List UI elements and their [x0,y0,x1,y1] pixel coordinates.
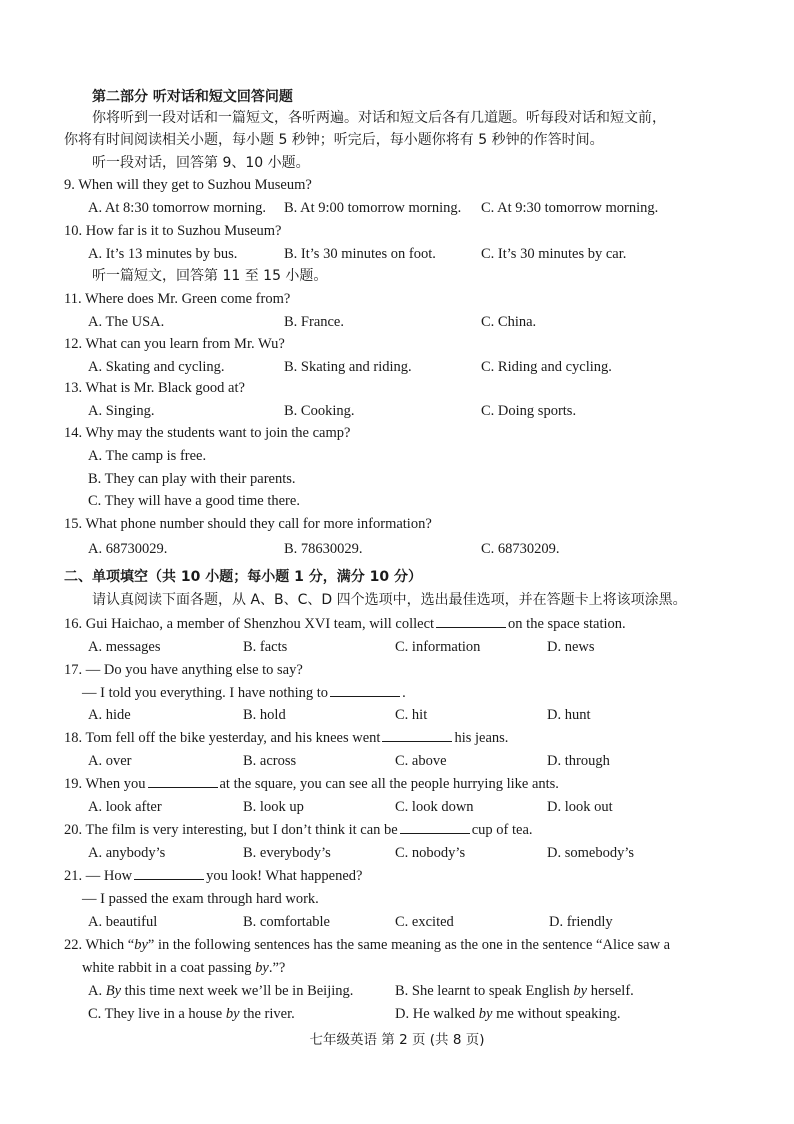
q20-option-c: C. nobody’s [395,845,466,861]
q18-stem-pre: 18. Tom fell off the bike yesterday, and his knees went [64,730,381,746]
q19-option-b: B. look up [243,799,304,815]
q21-line1-pre: 21. — How [64,868,133,884]
q14-option-b: B. They can play with their parents. [88,471,296,487]
q16-stem-pre: 16. Gui Haichao, a member of Shenzhou XVI team, will collect [64,616,435,632]
q20-option-a: A. anybody’s [88,845,166,861]
q19-option-d: D. look out [547,799,613,815]
q11-stem: 11. Where does Mr. Green come from? [64,291,291,307]
q22-option-c [88,1004,295,1024]
q17-line2-pre: — I told you everything. I have nothing to [82,685,329,701]
q16-option-b: B. facts [243,639,288,655]
q22-option-a [88,981,353,1001]
q17-blank [330,684,400,697]
q18-blank [382,729,452,742]
q17-line2 [82,683,406,703]
page-footer: 七年级英语 第 2 页 (共 8 页) [309,1032,485,1048]
q17-option-b: B. hold [243,707,286,723]
q22-d-italic-by: by [478,1006,493,1022]
q12-option-b: B. Skating and riding. [284,359,412,375]
q10-option-b: B. It’s 30 minutes on foot. [284,246,436,262]
q17-option-d: D. hunt [547,707,591,723]
q21-option-b: B. comfortable [243,914,330,930]
q15-option-b: B. 78630029. [284,541,363,557]
q14-option-a: A. The camp is free. [88,448,207,464]
q21-line2: — I passed the exam through hard work. [82,891,319,907]
q11-option-c: C. China. [481,314,537,330]
q9-option-a: A. At 8:30 tomorrow morning. [88,200,267,216]
q18-option-c: C. above [395,753,447,769]
q20-option-b: B. everybody’s [243,845,331,861]
section2-title: 二、单项填空（共 10 小题；每小题 1 分，满分 10 分） [64,569,422,585]
q18-stem-post: his jeans. [454,730,509,746]
q13-stem: 13. What is Mr. Black good at? [64,380,245,396]
q21-line1-post: you look! What happened? [206,868,363,884]
q21-line1 [64,866,362,886]
q13-option-c: C. Doing sports. [481,403,577,419]
section2-instruction: 请认真阅读下面各题，从 A、B、C、D 四个选项中，选出最佳选项，并在答题卡上将该项涂黑。 [92,592,687,608]
q15-option-c: C. 68730209. [481,541,560,557]
q20-stem-pre: 20. The film is very interesting, but I don’t think it can be [64,822,398,838]
q9-stem: 9. When will they get to Suzhou Museum? [64,177,312,193]
q13-option-b: B. Cooking. [284,403,355,419]
dialog-instruction: 听一段对话，回答第 9、10 小题。 [92,155,310,171]
q22-line1-part1: 22. Which “ [64,937,135,953]
q17-line1: 17. — Do you have anything else to say? [64,662,303,678]
q16-stem [64,614,626,634]
q22-c-italic-by: by [225,1006,240,1022]
q19-stem-pre: 19. When you [64,776,146,792]
q22-stem-line1 [64,935,670,955]
q22-line1-part2: ” in the following sentences has the same meaning as the one in the sentence “Alice saw a [147,937,671,953]
q17-line2-post: . [402,685,406,701]
q10-stem: 10. How far is it to Suzhou Museum? [64,223,282,239]
q22-a-pre: A. [88,983,106,999]
q20-stem-post: cup of tea. [471,822,533,838]
q18-option-d: D. through [547,753,610,769]
q11-option-a: A. The USA. [88,314,165,330]
q22-d-pre: D. He walked [395,1006,479,1022]
q16-option-c: C. information [395,639,481,655]
q10-option-c: C. It’s 30 minutes by car. [481,246,627,262]
part2-intro-line1: 你将听到一段对话和一篇短文，各听两遍。对话和短文后各有几道题。听每段对话和短文前， [92,110,666,126]
q22-option-b [395,981,634,1001]
q16-blank [436,615,506,628]
q22-line2-part1: white rabbit in a coat passing [82,960,256,976]
q17-option-a: A. hide [88,707,131,723]
q22-line1-italic-by: by [134,937,148,953]
q19-stem-post: at the square, you can see all the people hurrying like ants. [219,776,559,792]
q9-option-c: C. At 9:30 tomorrow morning. [481,200,659,216]
q22-c-pre: C. They live in a house [88,1006,226,1022]
q14-option-c: C. They will have a good time there. [88,493,300,509]
q16-stem-post: on the space station. [508,616,626,632]
q21-blank [134,867,204,880]
q22-line2-italic-by: by [255,960,269,976]
passage-instruction: 听一篇短文，回答第 11 至 15 小题。 [92,268,328,284]
q10-option-a: A. It’s 13 minutes by bus. [88,246,238,262]
q22-stem-line2 [82,958,285,978]
q13-option-a: A. Singing. [88,403,155,419]
q19-option-c: C. look down [395,799,474,815]
q19-stem [64,774,559,794]
q12-option-c: C. Riding and cycling. [481,359,612,375]
q9-option-b: B. At 9:00 tomorrow morning. [284,200,462,216]
q19-blank [148,775,218,788]
q18-option-b: B. across [243,753,297,769]
q22-c-post: the river. [239,1006,295,1022]
q22-b-pre: B. She learnt to speak English [395,983,574,999]
q22-d-post: me without speaking. [492,1006,621,1022]
q22-a-italic-by: By [105,983,122,999]
q20-stem [64,820,533,840]
part2-title: 第二部分 听对话和短文回答问题 [92,89,293,105]
q22-option-d [395,1004,621,1024]
q21-option-a: A. beautiful [88,914,158,930]
q22-b-italic-by: by [573,983,588,999]
q12-stem: 12. What can you learn from Mr. Wu? [64,336,285,352]
q15-stem: 15. What phone number should they call for more information? [64,516,432,532]
q22-line2-part2: .”? [268,960,286,976]
q22-a-post: this time next week we’ll be in Beijing. [121,983,354,999]
q12-option-a: A. Skating and cycling. [88,359,225,375]
part2-intro-line2: 你将有时间阅读相关小题，每小题 5 秒钟；听完后，每小题你将有 5 秒钟的作答时间。 [64,132,604,148]
q21-option-c: C. excited [395,914,454,930]
q11-option-b: B. France. [284,314,344,330]
q18-option-a: A. over [88,753,132,769]
q17-option-c: C. hit [395,707,428,723]
q18-stem [64,728,508,748]
q15-option-a: A. 68730029. [88,541,168,557]
q16-option-a: A. messages [88,639,161,655]
q16-option-d: D. news [547,639,595,655]
q22-b-post: herself. [587,983,634,999]
q20-option-d: D. somebody’s [547,845,634,861]
q14-stem: 14. Why may the students want to join the camp? [64,425,351,441]
q21-option-d: D. friendly [549,914,613,930]
q20-blank [400,821,470,834]
q19-option-a: A. look after [88,799,162,815]
